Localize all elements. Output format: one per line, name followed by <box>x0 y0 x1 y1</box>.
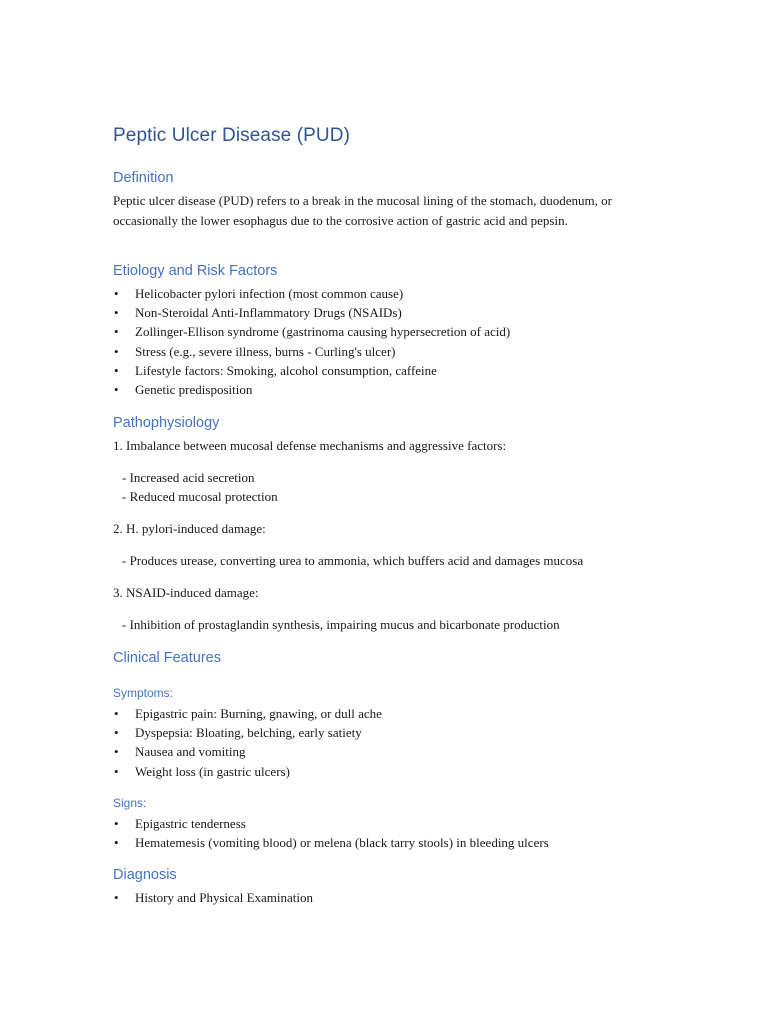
definition-text: Peptic ulcer disease (PUD) refers to a break in the mucosal lining of the stomach, duodenum, or occasionally the lower esophagus due to the corrosive action of gastric acid and pepsin. <box>113 193 612 228</box>
list-item: • Zollinger-Ellison syndrome (gastrinoma causing hypersecretion of acid) <box>113 322 510 341</box>
bullet-icon: • <box>114 725 119 741</box>
pathophysiology-subpoint: - Increased acid secretion <box>122 470 255 485</box>
list-item: • Epigastric tenderness <box>113 814 549 833</box>
etiology-heading: Etiology and Risk Factors <box>113 263 278 279</box>
list-item: • Lifestyle factors: Smoking, alcohol consumption, caffeine <box>113 361 510 380</box>
list-item: • Non-Steroidal Anti-Inflammatory Drugs (NSAIDs) <box>113 303 510 322</box>
pathophysiology-subpoint: - Inhibition of prostaglandin synthesis, impairing mucus and bicarbonate production <box>122 617 560 632</box>
list-item: • Weight loss (in gastric ulcers) <box>113 762 382 781</box>
diagnosis-heading: Diagnosis <box>113 867 177 883</box>
bullet-icon: • <box>114 362 119 378</box>
bullet-icon: • <box>114 744 119 760</box>
bullet-icon: • <box>114 763 119 779</box>
bullet-icon: • <box>114 343 119 359</box>
list-item: • Stress (e.g., severe illness, burns - Curling's ulcer) <box>113 342 510 361</box>
list-item: • Dyspepsia: Bloating, belching, early satiety <box>113 723 382 742</box>
list-item: • Hematemesis (vomiting blood) or melena (black tarry stools) in bleeding ulcers <box>113 833 549 852</box>
symptoms-list <box>113 704 382 781</box>
signs-heading: Signs: <box>113 796 147 810</box>
symptoms-heading: Symptoms: <box>113 686 174 700</box>
list-item: • History and Physical Examination <box>113 888 313 907</box>
list-item: • Genetic predisposition <box>113 380 510 399</box>
page-title: Peptic Ulcer Disease (PUD) <box>113 125 350 146</box>
pathophysiology-point-1: 1. Imbalance between mucosal defense mechanisms and aggressive factors: <box>113 438 507 453</box>
diagnosis-list <box>113 888 313 907</box>
pathophysiology-heading: Pathophysiology <box>113 415 220 431</box>
definition-heading: Definition <box>113 170 174 186</box>
clinical-features-heading: Clinical Features <box>113 650 221 666</box>
pathophysiology-subpoint: - Reduced mucosal protection <box>122 489 278 504</box>
bullet-icon: • <box>114 305 119 321</box>
bullet-icon: • <box>114 286 119 301</box>
list-item: • Helicobacter pylori infection (most common cause) <box>113 284 510 303</box>
bullet-icon: • <box>114 816 119 831</box>
etiology-list <box>113 284 510 399</box>
bullet-icon: • <box>114 890 119 905</box>
list-item: • Nausea and vomiting <box>113 742 382 761</box>
pathophysiology-point-3: 3. NSAID-induced damage: <box>113 585 259 600</box>
signs-list <box>113 814 549 852</box>
bullet-icon: • <box>114 381 119 397</box>
pathophysiology-subpoint: - Produces urease, converting urea to ammonia, which buffers acid and damages mucosa <box>122 553 584 568</box>
pathophysiology-point-2: 2. H. pylori-induced damage: <box>113 521 266 536</box>
list-item: • Epigastric pain: Burning, gnawing, or dull ache <box>113 704 382 723</box>
bullet-icon: • <box>114 324 119 340</box>
bullet-icon: • <box>114 706 119 721</box>
bullet-icon: • <box>114 835 119 851</box>
